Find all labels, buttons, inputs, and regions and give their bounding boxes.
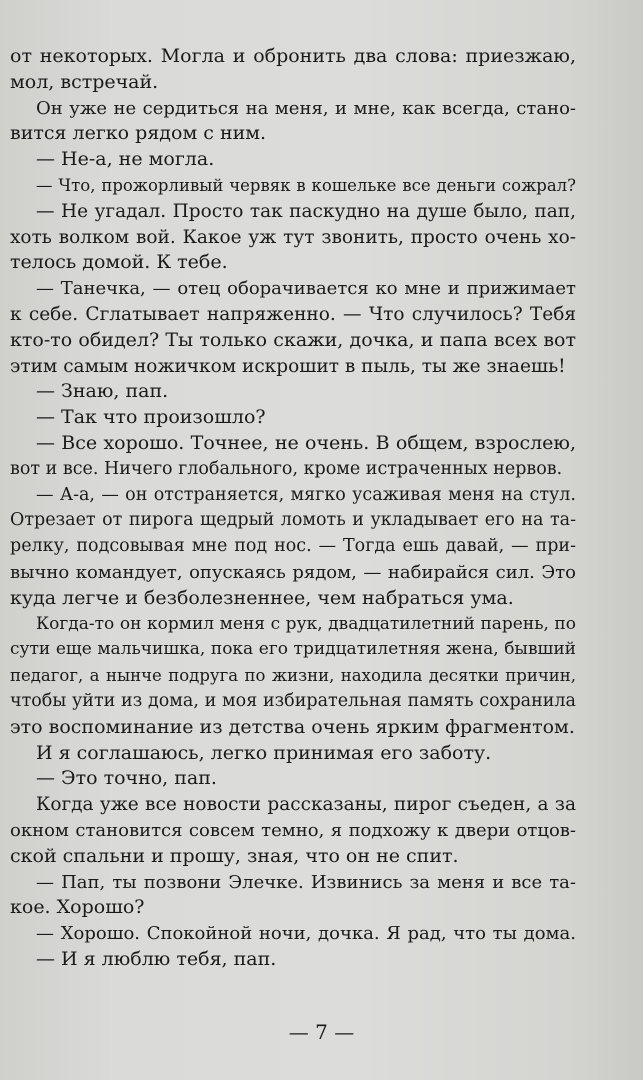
text-line: Когда уже все новости рассказаны, пирог съеден, а за	[36, 794, 576, 816]
text-line: сути еще мальчишка, пока его тридцатилетняя жена, бывший	[10, 639, 576, 660]
text-line: релку, подсовывая мне под нос. — Тогда ешь давай, — при-	[10, 536, 576, 557]
text-line: — Так что произошло?	[36, 406, 266, 429]
text-line: этим самым ножичком искрошит в пыль, ты же знаешь!	[10, 355, 566, 377]
page-number: — 7 —	[288, 1020, 355, 1044]
text-line: педагог, а нынче подруга по жизни, находила десятки причин,	[10, 666, 576, 686]
text-line: к себе. Сглатывает напряженно. — Что случилось? Тебя	[10, 303, 576, 325]
body-text	[10, 44, 576, 973]
text-line: — Все хорошо. Точнее, не очень. В общем, взрослею,	[36, 431, 576, 454]
text-line: — Не угадал. Просто так паскудно на душе было, пап,	[36, 200, 576, 222]
text-line: — Это точно, пап.	[36, 767, 217, 790]
text-line: это воспоминание из детства очень ярким фрагментом.	[10, 715, 575, 738]
text-line: Отрезает от пирога щедрый ломоть и укладывает его на та-	[10, 510, 576, 531]
text-line: вот и все. Ничего глобального, кроме истраченных нервов.	[10, 458, 563, 479]
text-line: хоть волком вой. Какое уж тут звонить, просто очень хо-	[10, 226, 576, 248]
text-line: — И я люблю тебя, пап.	[36, 947, 277, 970]
text-line: И я соглашаюсь, легко принимая его заботу.	[36, 741, 492, 764]
text-line: — Не-а, не могла.	[36, 148, 215, 171]
text-line: — А-а, — он отстраняется, мягко усаживая меня на стул.	[36, 484, 576, 505]
text-line: от некоторых. Могла и обронить два слова: приезжаю,	[10, 45, 576, 67]
text-line: куда легче и безболезненнее, чем набраться ума.	[10, 586, 514, 609]
text-line: ской спальни и прошу, зная, что он не спит.	[10, 844, 459, 867]
text-line: — Знаю, пап.	[36, 380, 169, 403]
text-line: мол, встречай.	[10, 70, 159, 93]
text-line: — Хорошо. Спокойной ночи, дочка. Я рад, что ты дома.	[36, 923, 576, 945]
text-line: телось домой. К тебе.	[10, 251, 228, 274]
text-line: — Пап, ты позвони Элечке. Извинись за меня и все та-	[36, 871, 576, 893]
text-line: — Что, прожорливый червяк в кошельке все деньги сожрал?	[36, 175, 576, 195]
text-line: чтобы уйти из дома, и моя избирательная память сохранила	[10, 690, 576, 711]
text-line: Он уже не сердиться на меня, и мне, как всегда, стано-	[36, 97, 576, 119]
text-line: — Танечка, — отец оборачивается ко мне и прижимает	[36, 278, 576, 300]
text-line: вится легко рядом с ним.	[10, 122, 267, 145]
text-line: кто-то обидел? Ты только скажи, дочка, и папа всех вот	[10, 328, 576, 351]
text-line: вычно командует, опускаясь рядом, — набирайся сил. Это	[10, 561, 576, 583]
text-line: окном становится совсем темно, я подхожу к двери отцов-	[10, 819, 576, 841]
text-line: Когда-то он кормил меня с рук, двадцатилетний парень, по	[36, 613, 576, 634]
text-line: кое. Хорошо?	[10, 896, 145, 919]
